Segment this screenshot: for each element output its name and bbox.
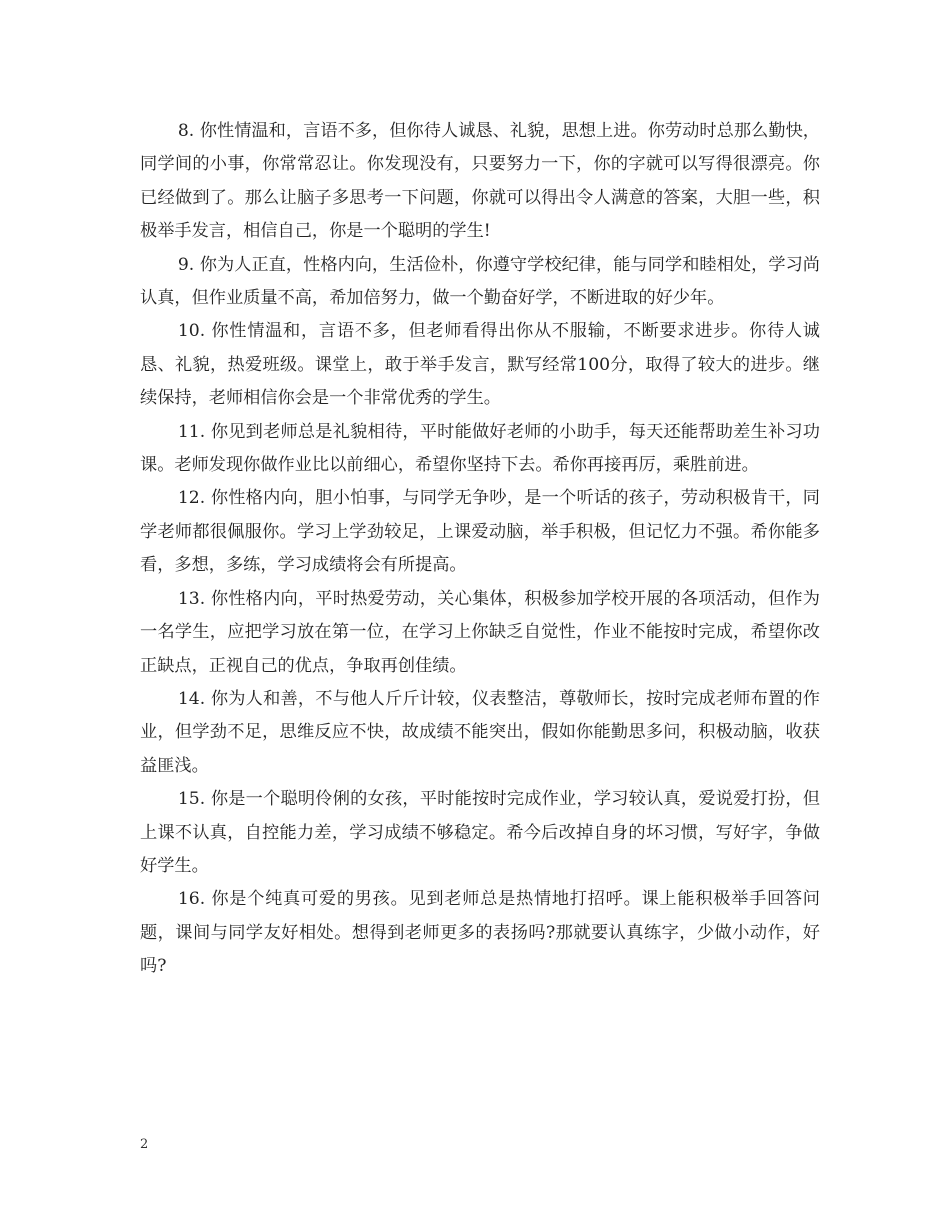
paragraph-8: 8. 你性情温和，言语不多，但你待人诚恳、礼貌，思想上进。你劳动时总那么勤快，同学间的小事，你常常忍让。你发现没有，只要努力一下，你的字就可以写得很漂亮。你已经做到了。那么让脑子多思考一下问题，你就可以得出令人满意的答案，大胆一些，积极举手发言，相信自己，你是一个聪明的学生! xyxy=(140,121,820,242)
paragraph-14: 14. 你为人和善，不与他人斤斤计较，仪表整洁，尊敬师长，按时完成老师布置的作业，但学劲不足，思维反应不快，故成绩不能突出，假如你能勤思多问，积极动脑，收获益匪浅。 xyxy=(140,688,820,776)
paragraph-11: 11. 你见到老师总是礼貌相待，平时能做好老师的小助手，每天还能帮助差生补习功课。老师发现你做作业比以前细心，希望你坚持下去。希你再接再厉，乘胜前进。 xyxy=(140,421,820,476)
paragraph-16: 16. 你是个纯真可爱的男孩。见到老师总是热情地打招呼。课上能积极举手回答问题，课间与同学友好相处。想得到老师更多的表扬吗?那就要认真练字，少做小动作，好吗? xyxy=(140,889,820,977)
paragraph-15: 15. 你是一个聪明伶俐的女孩，平时能按时完成作业，学习较认真，爱说爱打扮，但上课不认真，自控能力差，学习成绩不够稳定。希今后改掉自身的坏习惯，写好字，争做好学生。 xyxy=(140,789,820,876)
paragraph-12: 12. 你性格内向，胆小怕事，与同学无争吵，是一个听话的孩子，劳动积极肯干，同学老师都很佩服你。学习上学劲较足，上课爱动脑，举手积极，但记忆力不强。希你能多看，多想，多练，学习成绩将会有所提高。 xyxy=(140,488,820,576)
paragraph-10: 10. 你性情温和，言语不多，但老师看得出你从不服输，不断要求进步。你待人诚恳、礼貌，热爱班级。课堂上，敢于举手发言，默写经常100分，取得了较大的进步。继续保持，老师相信你会是一个非常优秀的学生。 xyxy=(140,321,820,409)
document-body xyxy=(140,115,820,984)
paragraph-9: 9. 你为人正直，性格内向，生活俭朴，你遵守学校纪律，能与同学和睦相处，学习尚认真，但作业质量不高，希加倍努力，做一个勤奋好学，不断进取的好少年。 xyxy=(140,254,820,309)
page-number: 2 xyxy=(140,1137,149,1152)
paragraph-13: 13. 你性格内向，平时热爱劳动，关心集体，积极参加学校开展的各项活动，但作为一名学生，应把学习放在第一位，在学习上你缺乏自觉性，作业不能按时完成，希望你改正缺点，正视自己的优点，争取再创佳绩。 xyxy=(140,588,820,676)
